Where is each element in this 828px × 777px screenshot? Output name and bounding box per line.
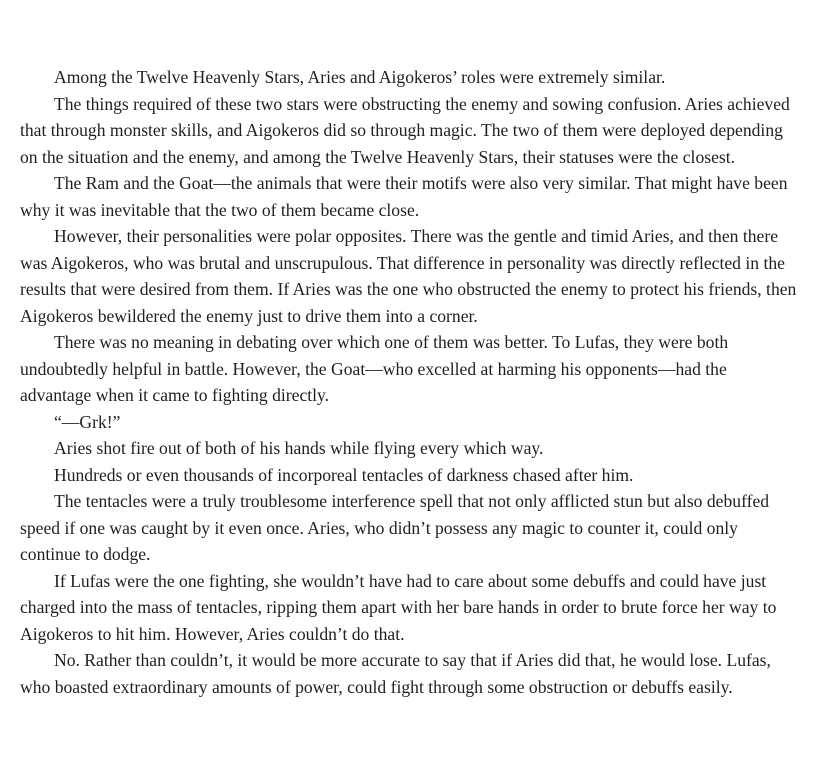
- paragraph: Hundreds or even thousands of incorporeal tentacles of darkness chased after him.: [54, 464, 634, 485]
- paragraph: Among the Twelve Heavenly Stars, Aries and Aigokeros’ roles were extremely similar.: [54, 67, 666, 87]
- paragraph: There was no meaning in debating over which one of them was better. To Lufas, they were both undoubtedly helpful in battle. However, the Goat—who excelled at harming his opponents—had the advantage when it came to fighting directly.: [20, 332, 729, 405]
- paragraph: The Ram and the Goat—the animals that were their motifs were also very similar. That might have been why it was inevitable that the two of them became close.: [20, 173, 788, 220]
- document-body: [20, 64, 800, 700]
- paragraph: However, their personalities were polar opposites. There was the gentle and timid Aries, and then there was Aigokeros, who was brutal and unscrupulous. That difference in personality was directly reflected in the results that were desired from them. If Aries was the one who obstructed the enemy to protect his friends, then Aigokeros bewildered the enemy just to drive them into a corner.: [20, 226, 797, 326]
- paragraph: The tentacles were a truly troublesome interference spell that not only afflicted stun but also debuffed speed if one was caught by it even once. Aries, who didn’t possess any magic to counter it, could only continue to dodge.: [20, 491, 770, 564]
- paragraph: Aries shot fire out of both of his hands while flying every which way.: [54, 438, 544, 458]
- paragraph: No. Rather than couldn’t, it would be more accurate to say that if Aries did that, he would lose. Lufas, who boasted extraordinary amounts of power, could fight through some obstruction or debuffs easily.: [20, 650, 771, 697]
- dialogue-line: “—Grk!”: [54, 411, 121, 432]
- paragraph: The things required of these two stars were obstructing the enemy and sowing confusion. Aries achieved that through monster skills, and Aigokeros did so through magic. The two of them were deployed depending on the situation and the enemy, and among the Twelve Heavenly Stars, their statuses were the closest.: [20, 93, 790, 167]
- paragraph: If Lufas were the one fighting, she wouldn’t have had to care about some debuffs and could have just charged into the mass of tentacles, ripping them apart with her bare hands in order to brute force her way to Aigokeros to hit him. However, Aries couldn’t do that.: [20, 570, 777, 644]
